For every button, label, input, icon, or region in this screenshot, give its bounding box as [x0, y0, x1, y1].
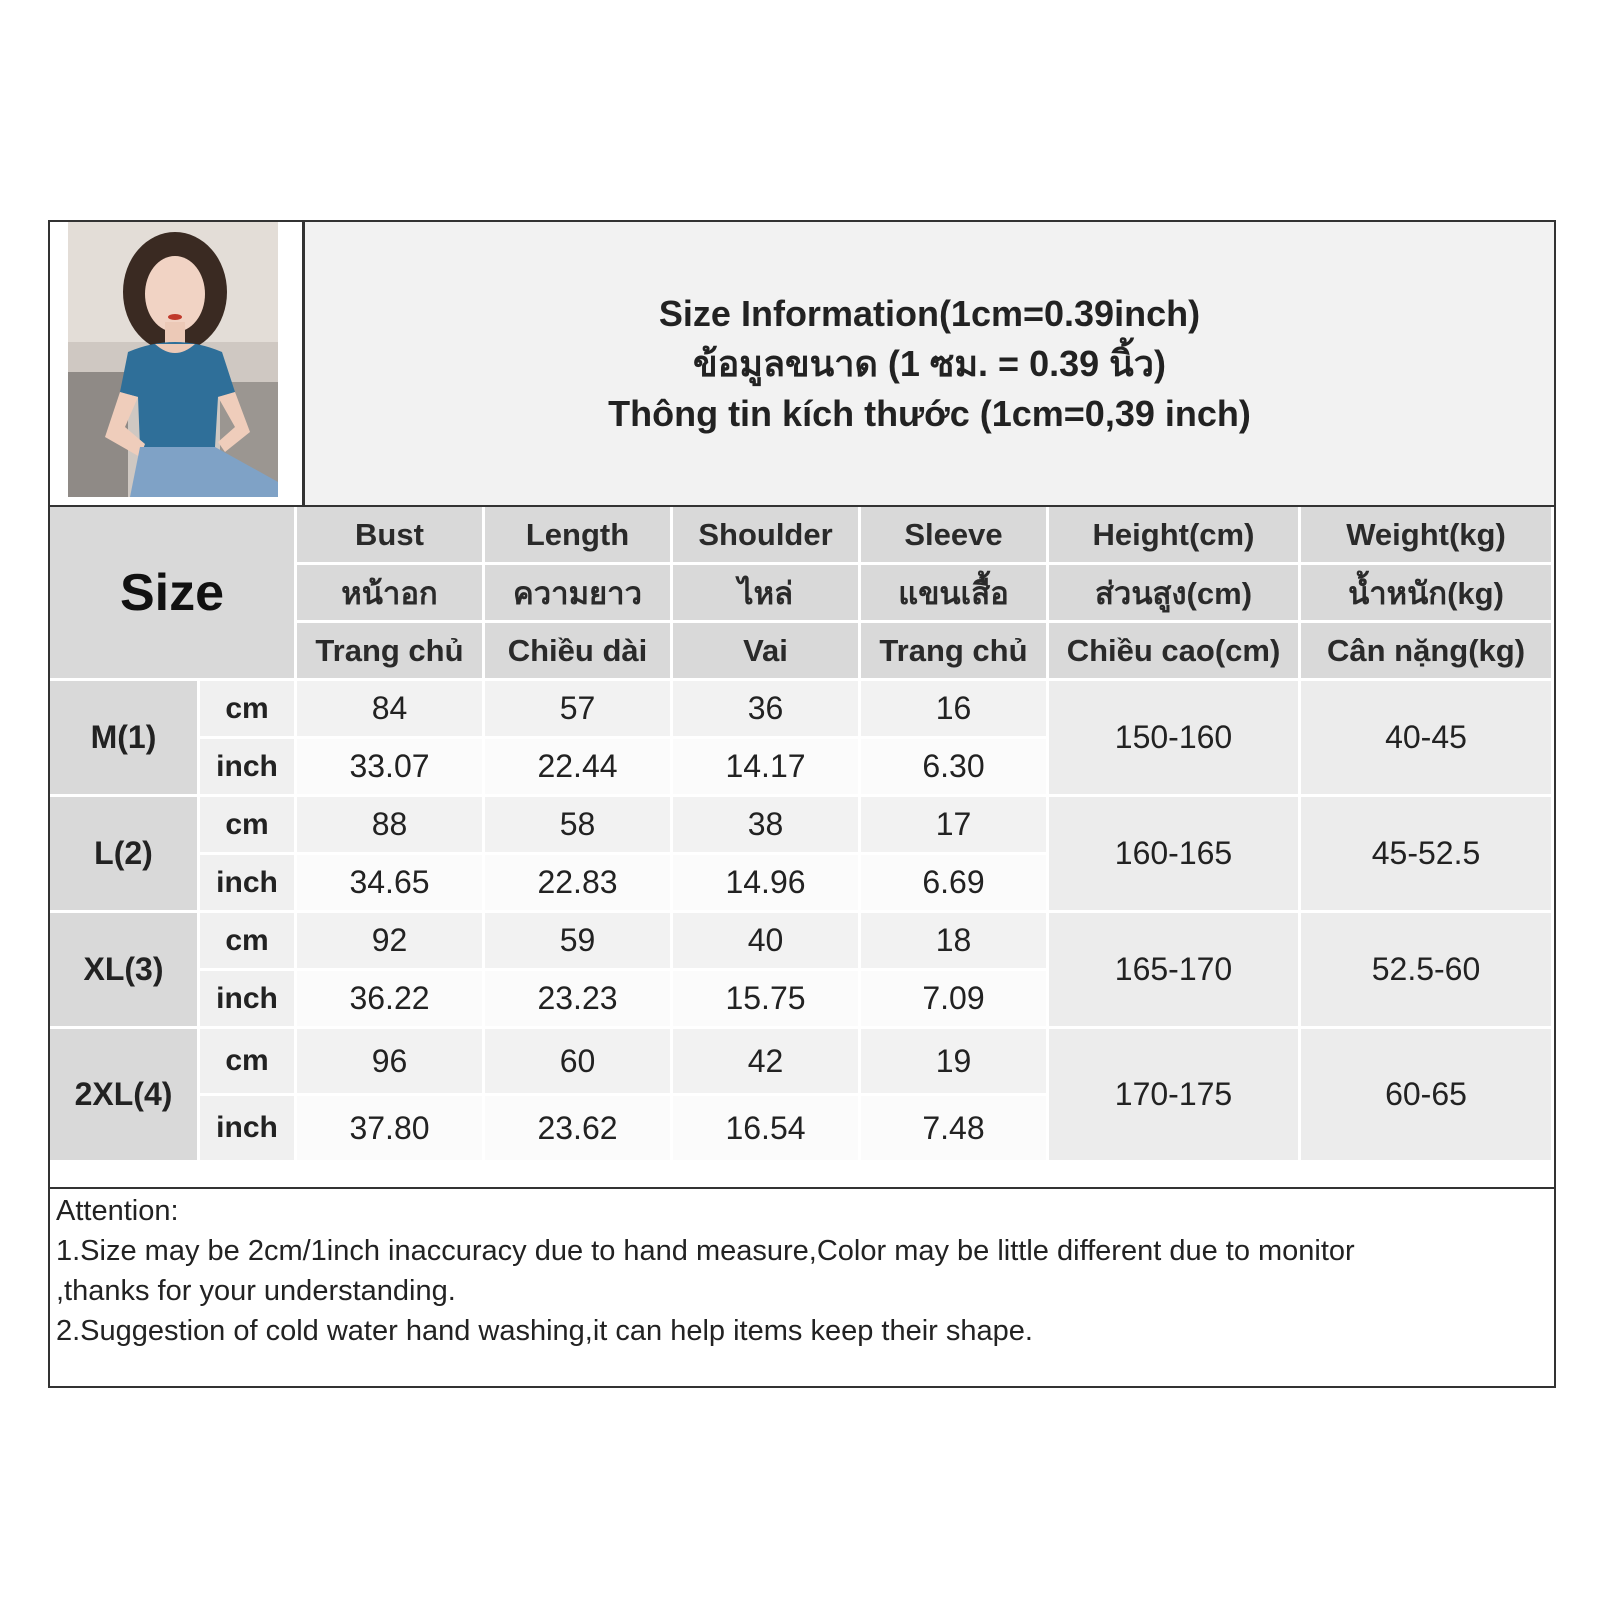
value-inch: 16.54 [673, 1096, 861, 1163]
value-cm: 96 [297, 1029, 485, 1096]
value-cm: 60 [485, 1029, 673, 1096]
value-cm: 38 [673, 797, 861, 855]
column-header-en: Length [485, 507, 673, 565]
value-inch: 7.09 [861, 971, 1049, 1029]
value-cm: 88 [297, 797, 485, 855]
value-cm: 36 [673, 681, 861, 739]
height-range: 150-160 [1049, 681, 1301, 797]
height-range: 170-175 [1049, 1029, 1301, 1163]
height-range: 165-170 [1049, 913, 1301, 1029]
value-inch: 15.75 [673, 971, 861, 1029]
value-inch: 36.22 [297, 971, 485, 1029]
weight-range: 60-65 [1301, 1029, 1554, 1163]
value-inch: 33.07 [297, 739, 485, 797]
column-header-th: น้ำหนัก(kg) [1301, 565, 1554, 623]
value-inch: 14.96 [673, 855, 861, 913]
size-heading: Size [50, 507, 297, 681]
title-thai: ข้อมูลขนาด (1 ซม. = 0.39 นิ้ว) [693, 342, 1166, 384]
product-photo [50, 222, 302, 507]
height-range: 160-165 [1049, 797, 1301, 913]
value-cm: 18 [861, 913, 1049, 971]
title-block [302, 222, 1554, 507]
unit-label-inch: inch [200, 1096, 297, 1163]
value-inch: 23.23 [485, 971, 673, 1029]
title-english: Size Information(1cm=0.39inch) [658, 292, 1201, 334]
column-header-en: Shoulder [673, 507, 861, 565]
column-header-th: ส่วนสูง(cm) [1049, 565, 1301, 623]
column-header-vi: Chiều cao(cm) [1049, 623, 1301, 681]
value-inch: 7.48 [861, 1096, 1049, 1163]
size-name: 2XL(4) [50, 1029, 200, 1163]
unit-label-cm: cm [200, 797, 297, 855]
size-chart [48, 220, 1556, 1388]
size-name: XL(3) [50, 913, 200, 1029]
value-cm: 40 [673, 913, 861, 971]
value-cm: 92 [297, 913, 485, 971]
column-header-vi: Cân nặng(kg) [1301, 623, 1554, 681]
column-header-vi: Trang chủ [861, 623, 1049, 681]
value-inch: 37.80 [297, 1096, 485, 1163]
size-name: L(2) [50, 797, 200, 913]
column-header-th: หน้าอก [297, 565, 485, 623]
unit-label-inch: inch [200, 971, 297, 1029]
value-cm: 84 [297, 681, 485, 739]
value-inch: 14.17 [673, 739, 861, 797]
unit-label-inch: inch [200, 739, 297, 797]
unit-label-cm: cm [200, 913, 297, 971]
column-header-th: แขนเสื้อ [861, 565, 1049, 623]
column-header-en: Sleeve [861, 507, 1049, 565]
unit-label-cm: cm [200, 1029, 297, 1096]
unit-label-cm: cm [200, 681, 297, 739]
value-inch: 22.44 [485, 739, 673, 797]
weight-range: 45-52.5 [1301, 797, 1554, 913]
value-inch: 34.65 [297, 855, 485, 913]
unit-label-inch: inch [200, 855, 297, 913]
column-header-vi: Vai [673, 623, 861, 681]
size-name: M(1) [50, 681, 200, 797]
value-inch: 6.30 [861, 739, 1049, 797]
title-vietnamese: Thông tin kích thước (1cm=0,39 inch) [608, 392, 1251, 434]
note-line: 2.Suggestion of cold water hand washing,it can help items keep their shape. [56, 1315, 1033, 1347]
notes-heading: Attention: [56, 1195, 179, 1227]
value-cm: 57 [485, 681, 673, 739]
value-inch: 22.83 [485, 855, 673, 913]
attention-notes [50, 1187, 1554, 1386]
weight-range: 52.5-60 [1301, 913, 1554, 1029]
value-inch: 23.62 [485, 1096, 673, 1163]
model-photo-illustration [50, 222, 302, 507]
column-header-vi: Chiều dài [485, 623, 673, 681]
column-header-en: Weight(kg) [1301, 507, 1554, 565]
column-header-vi: Trang chủ [297, 623, 485, 681]
column-header-th: ไหล่ [673, 565, 861, 623]
value-cm: 19 [861, 1029, 1049, 1096]
column-header-th: ความยาว [485, 565, 673, 623]
value-cm: 16 [861, 681, 1049, 739]
column-header-en: Bust [297, 507, 485, 565]
value-cm: 42 [673, 1029, 861, 1096]
value-cm: 58 [485, 797, 673, 855]
note-line: ,thanks for your understanding. [56, 1275, 456, 1307]
weight-range: 40-45 [1301, 681, 1554, 797]
value-cm: 17 [861, 797, 1049, 855]
value-cm: 59 [485, 913, 673, 971]
value-inch: 6.69 [861, 855, 1049, 913]
note-line: 1.Size may be 2cm/1inch inaccuracy due to hand measure,Color may be little different due to monitor [56, 1235, 1355, 1267]
column-header-en: Height(cm) [1049, 507, 1301, 565]
